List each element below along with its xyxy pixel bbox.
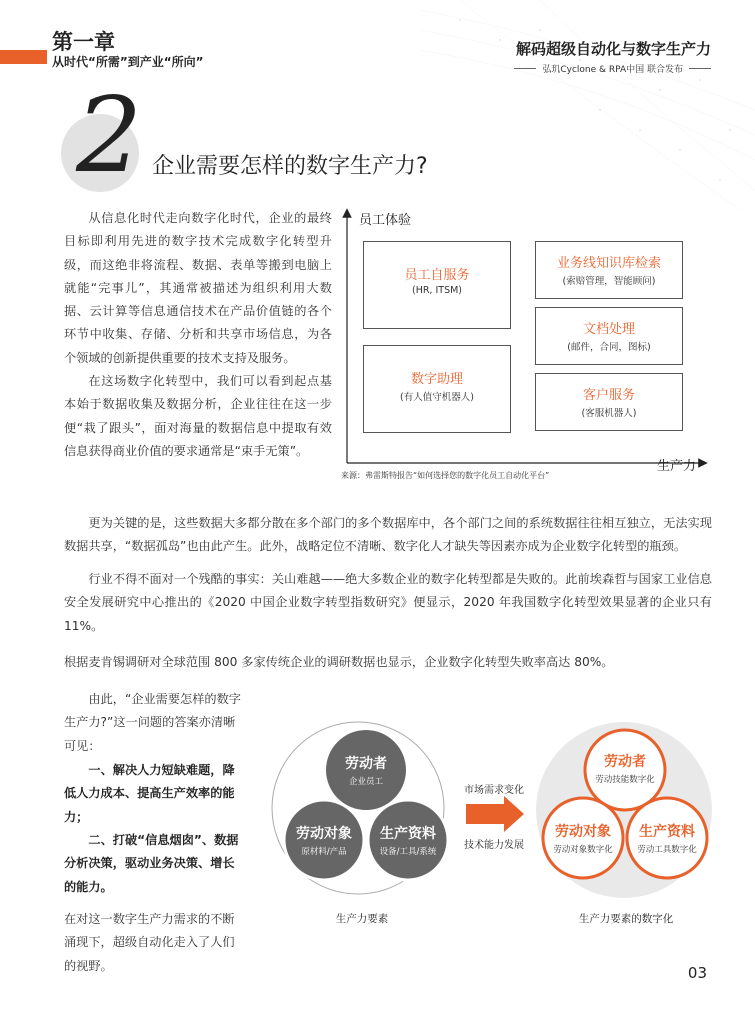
venn-title: 劳动者 bbox=[345, 756, 387, 772]
venn-caption: 生产力要素 bbox=[335, 913, 389, 925]
decorative-mesh bbox=[420, 0, 755, 210]
productivity-elements-diagram bbox=[270, 710, 720, 940]
publisher-text: 弘玑Cyclone & RPA中国 联合发布 bbox=[542, 65, 683, 75]
chapter-accent-bar bbox=[0, 50, 47, 64]
venn-caption: 生产力要素的数字化 bbox=[578, 913, 674, 925]
paragraph: 根据麦肯锡调研对全球范围 800 多家传统企业的调研数据也显示，企业数字化转型失败率高达 80%。 bbox=[64, 655, 614, 669]
venn-title: 劳动者 bbox=[604, 754, 646, 770]
box-title: 数字助理 bbox=[410, 372, 463, 387]
paragraph: 更为关键的是，这些数据大多都分散在多个部门的多个数据库中，各个部门之间的系统数据往往相互独立，无法实现数据共享，“数据孤岛”也由此产生。此外，战略定位不清晰、数字化人才缺失等因素亦成为企业数字化转型的瓶颈。 bbox=[64, 516, 712, 554]
experience-productivity-matrix bbox=[335, 205, 710, 490]
venn-title: 生产资料 bbox=[380, 826, 436, 842]
box-subtitle: (索赔管理，智能顾问) bbox=[562, 276, 656, 287]
transform-arrow bbox=[466, 796, 524, 832]
box-subtitle: (HR, ITSM) bbox=[411, 285, 463, 296]
venn-title: 劳动对象 bbox=[555, 824, 611, 840]
venn-sub: 劳动对象数字化 bbox=[553, 845, 613, 855]
matrix-box-customer-service bbox=[535, 373, 683, 431]
box-subtitle: (客服机器人) bbox=[581, 408, 637, 419]
box-title: 员工自服务 bbox=[404, 268, 470, 283]
venn-sub: 劳动技能数字化 bbox=[595, 775, 655, 785]
matrix-box-knowledge-search bbox=[535, 241, 683, 299]
right-circle-laborer bbox=[585, 730, 665, 810]
section-number: 2 bbox=[76, 74, 143, 196]
arrow-label-top: 市场需求变化 bbox=[464, 785, 524, 796]
book-title: 解码超级自动化与数字生产力 bbox=[515, 40, 711, 58]
chapter-subtitle: 从时代“所需”到产业“所向” bbox=[52, 55, 204, 69]
publisher-line bbox=[514, 62, 711, 75]
y-axis-label: 员工体验 bbox=[359, 213, 412, 228]
box-title: 文档处理 bbox=[582, 322, 635, 337]
matrix-box-digital-assistant bbox=[363, 345, 511, 433]
divider bbox=[514, 68, 536, 69]
chart-source: 来源：弗雷斯特报告“如何选择您的数字化员工自动化平台” bbox=[341, 471, 550, 480]
left-column-text bbox=[64, 207, 332, 463]
venn-sub: 劳动工具数字化 bbox=[637, 845, 697, 855]
venn-sub: 原材料/产品 bbox=[301, 847, 347, 857]
chapter-title: 第一章 bbox=[52, 30, 115, 54]
paragraph: 在对这一数字生产力需求的不断涌现下，超级自动化走入了人们的视野。 bbox=[64, 912, 235, 973]
box-title: 客户服务 bbox=[582, 388, 635, 403]
arrow-label-bottom: 技术能力发展 bbox=[464, 840, 524, 851]
divider bbox=[689, 68, 711, 69]
section-title: 企业需要怎样的数字生产力? bbox=[152, 154, 428, 179]
paragraph: 行业不得不面对一个残酷的事实：关山难越——绝大多数企业的数字化转型都是失败的。此前埃森哲与国家工业信息安全发展研究中心推出的《2020 中国企业数字转型指数研究》便显示，2020 年我国数字化转型效果显著的企业只有 11%。 bbox=[64, 572, 712, 633]
box-subtitle: (有人值守机器人) bbox=[400, 392, 474, 403]
paragraph-bold: 一、解决人力短缺难题，降低人力成本、提高生产效率的能力； bbox=[64, 763, 235, 824]
paragraph-bold: 二、打破“信息烟囱”、数据分析决策，驱动业务决策、增长的能力。 bbox=[64, 833, 239, 894]
paragraph: 由此，“企业需要怎样的数字生产力?”这一问题的答案亦清晰可见： bbox=[64, 692, 241, 753]
venn-sub: 设备/工具/系统 bbox=[379, 847, 437, 857]
matrix-box-document-processing bbox=[535, 307, 683, 365]
x-axis-label: 生产力 bbox=[657, 459, 697, 474]
page-number: 03 bbox=[687, 964, 707, 982]
venn-sub: 企业员工 bbox=[348, 777, 384, 787]
venn-title: 劳动对象 bbox=[296, 826, 352, 842]
matrix-box-self-service bbox=[363, 241, 511, 329]
paragraph: 在这场数字化转型中，我们可以看到起点基本始于数据收集及数据分析，企业往往在这一步便“栽了跟头”，面对海量的数据信息中提取有效信息获得商业价值的要求通常是“束手无策”。 bbox=[64, 374, 332, 458]
box-subtitle: (邮件，合同，图标) bbox=[567, 342, 651, 353]
box-title: 业务线知识库检索 bbox=[556, 256, 661, 271]
paragraph: 从信息化时代走向数字化时代，企业的最终目标即利用先进的数字技术完成数字化转型升级，而这绝非将流程、数据、表单等搬到电脑上就能“完事儿”，其通常被描述为组织利用大数据、云计算等信息通信技术在产品价值链的各个环节中收集、存储、分析和共享市场信息，为各个领域的创新提供重要的技术支持及服务。 bbox=[64, 211, 332, 365]
venn-title: 生产资料 bbox=[639, 824, 695, 840]
